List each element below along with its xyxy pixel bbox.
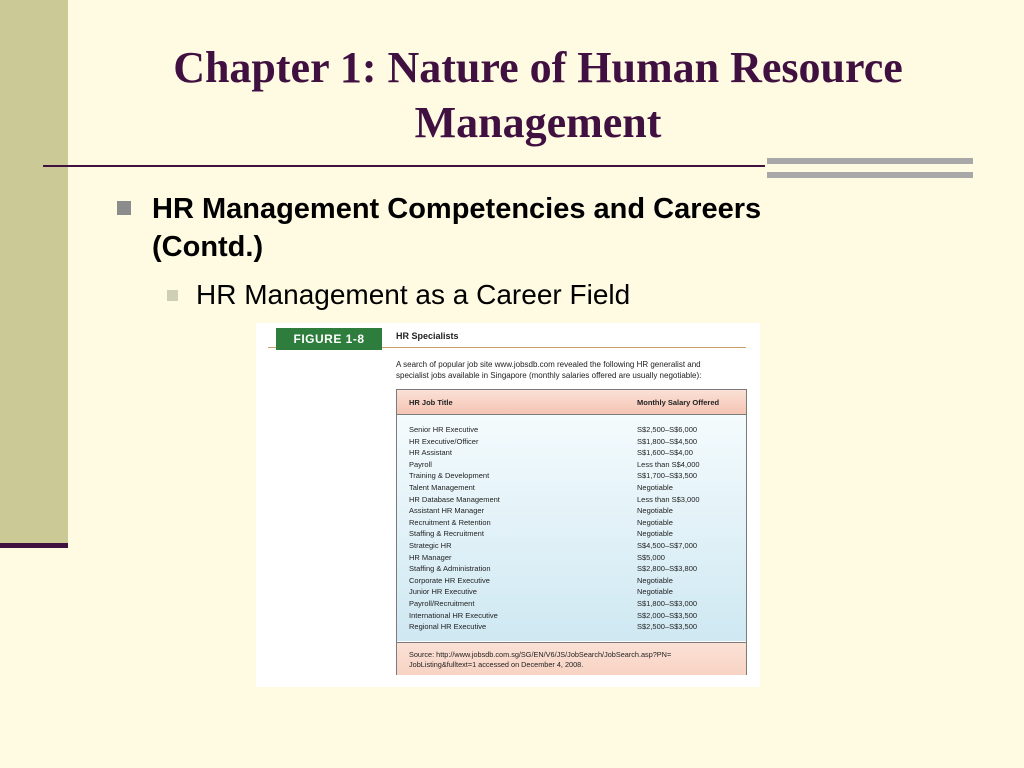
cell-job-title: Assistant HR Manager bbox=[409, 506, 485, 516]
cell-salary: S$2,800–S$3,800 bbox=[637, 564, 698, 574]
table-row bbox=[397, 448, 746, 460]
cell-salary: S$2,500–S$6,000 bbox=[637, 425, 698, 434]
cell-salary: Negotiable bbox=[637, 587, 673, 597]
slide-title-line2: Management bbox=[414, 98, 662, 147]
slide-title-line1: Chapter 1: Nature of Human Resource bbox=[173, 43, 903, 92]
cell-salary: Negotiable bbox=[637, 483, 673, 492]
source-text bbox=[409, 650, 739, 670]
bullet-square-icon bbox=[117, 201, 131, 215]
cell-job-title: Recruitment & Retention bbox=[409, 517, 491, 527]
title-divider-gray-bottom bbox=[767, 172, 973, 178]
title-divider-gray-top bbox=[767, 158, 973, 164]
cell-salary: Less than S$4,000 bbox=[637, 459, 700, 469]
cell-salary: S$1,800–S$3,000 bbox=[637, 599, 698, 608]
cell-salary: S$2,000–S$3,500 bbox=[637, 610, 698, 620]
table-row bbox=[397, 437, 746, 449]
table-row bbox=[397, 587, 746, 599]
cell-salary: S$5,000 bbox=[637, 552, 665, 562]
cell-job-title: Corporate HR Executive bbox=[409, 575, 490, 585]
cell-salary: S$1,700–S$3,500 bbox=[637, 471, 698, 481]
cell-job-title: Junior HR Executive bbox=[409, 587, 477, 597]
cell-salary: S$2,500–S$3,500 bbox=[637, 622, 698, 632]
cell-job-title: International HR Executive bbox=[409, 610, 498, 620]
table-row bbox=[397, 611, 746, 623]
cell-salary: Negotiable bbox=[637, 575, 673, 585]
cell-job-title: Payroll/Recruitment bbox=[409, 599, 475, 608]
table-row bbox=[397, 471, 746, 483]
figure-hr-specialists bbox=[256, 323, 760, 687]
table-row bbox=[397, 529, 746, 541]
cell-job-title: Training & Development bbox=[409, 471, 490, 481]
column-header-title: HR Job Title bbox=[409, 398, 453, 407]
bullet-level1 bbox=[152, 190, 892, 266]
figure-description-line2: specialist jobs available in Singapore (monthly salaries offered are usually negotiable): bbox=[396, 371, 702, 380]
cell-salary: S$1,600–S$4,00 bbox=[637, 448, 693, 458]
left-decor-bar bbox=[0, 0, 68, 545]
cell-job-title: Payroll bbox=[409, 459, 432, 469]
cell-job-title: Regional HR Executive bbox=[409, 622, 487, 632]
cell-salary: Less than S$3,000 bbox=[637, 494, 700, 504]
table-row bbox=[397, 506, 746, 518]
table-body bbox=[397, 415, 746, 641]
cell-job-title: Senior HR Executive bbox=[409, 425, 479, 434]
table-header bbox=[397, 390, 746, 415]
title-divider bbox=[43, 165, 765, 167]
cell-salary: Negotiable bbox=[637, 529, 673, 539]
figure-description-line1: A search of popular job site www.jobsdb.com revealed the following HR generalist and bbox=[396, 360, 701, 369]
bullet-level1-line1: HR Management Competencies and Careers bbox=[152, 193, 762, 225]
bullet-level1-line2: (Contd.) bbox=[152, 231, 264, 263]
table-source bbox=[397, 642, 746, 675]
figure-label: FIGURE 1-8 bbox=[276, 328, 382, 350]
table-row bbox=[397, 425, 746, 437]
table-row bbox=[397, 576, 746, 588]
table-row bbox=[397, 564, 746, 576]
salary-table bbox=[396, 389, 747, 675]
cell-job-title: HR Manager bbox=[409, 552, 452, 562]
table-row bbox=[397, 483, 746, 495]
table-row bbox=[397, 553, 746, 565]
slide-title bbox=[68, 40, 1008, 150]
source-line2: JobListing&fulltext=1 accessed on December 4, 2008. bbox=[409, 660, 584, 669]
sub-bullet-square-icon bbox=[167, 290, 178, 301]
table-row bbox=[397, 518, 746, 530]
table-row bbox=[397, 541, 746, 553]
cell-job-title: HR Assistant bbox=[409, 448, 452, 458]
cell-salary: Negotiable bbox=[637, 517, 673, 527]
cell-job-title: Staffing & Administration bbox=[409, 564, 491, 574]
cell-job-title: Talent Management bbox=[409, 483, 475, 492]
cell-job-title: HR Executive/Officer bbox=[409, 436, 479, 446]
table-row bbox=[397, 495, 746, 507]
figure-title: HR Specialists bbox=[396, 331, 459, 341]
cell-job-title: Staffing & Recruitment bbox=[409, 529, 484, 539]
figure-description bbox=[396, 359, 746, 381]
column-header-salary: Monthly Salary Offered bbox=[637, 398, 720, 407]
cell-job-title: HR Database Management bbox=[409, 494, 500, 504]
cell-salary: Negotiable bbox=[637, 506, 673, 516]
left-decor-line bbox=[0, 543, 68, 548]
table-row bbox=[397, 599, 746, 611]
cell-salary: S$4,500–S$7,000 bbox=[637, 541, 698, 550]
cell-job-title: Strategic HR bbox=[409, 541, 452, 550]
bullet-level2: HR Management as a Career Field bbox=[196, 279, 631, 310]
table-row bbox=[397, 622, 746, 634]
table-row bbox=[397, 460, 746, 472]
source-line1: Source: http://www.jobsdb.com.sg/SG/EN/V6/JS/JobSearch/JobSearch.asp?PN= bbox=[409, 650, 672, 659]
cell-salary: S$1,800–S$4,500 bbox=[637, 436, 698, 446]
